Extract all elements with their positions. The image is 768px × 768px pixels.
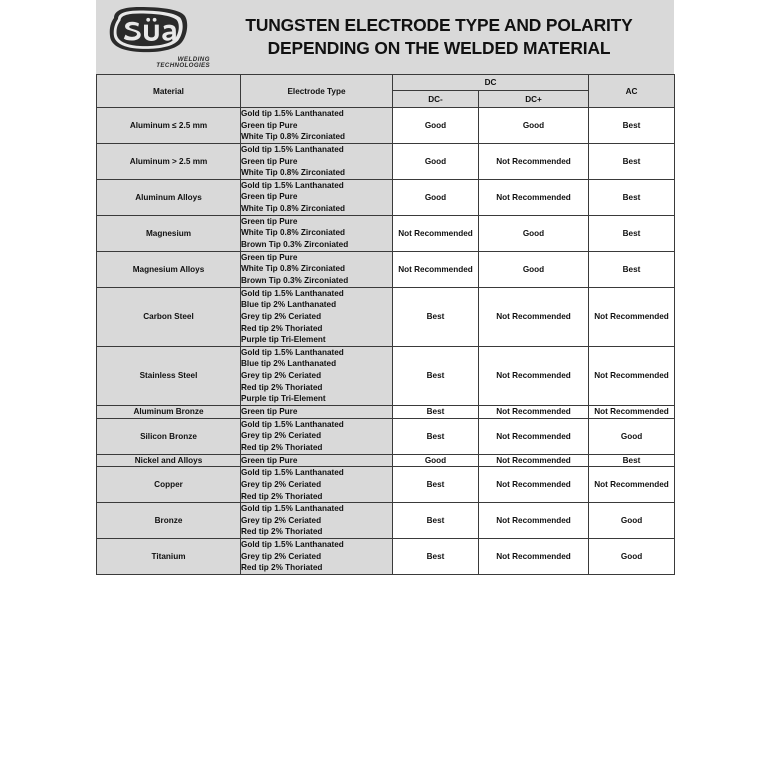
electrode-line: Gold tip 1.5% Lanthanated xyxy=(241,144,344,154)
table-row xyxy=(97,346,675,405)
electrode-line: Gold tip 1.5% Lanthanated xyxy=(241,347,344,357)
header-banner xyxy=(96,0,674,74)
table-row xyxy=(97,215,675,251)
cell-electrode-type xyxy=(241,418,393,454)
cell-electrode-type xyxy=(241,251,393,287)
electrode-line: Gold tip 1.5% Lanthanated xyxy=(241,468,344,478)
cell-material: Nickel and Alloys xyxy=(97,454,241,467)
table-row xyxy=(97,418,675,454)
table-row xyxy=(97,251,675,287)
cell-dc-plus: Not Recommended xyxy=(479,467,589,503)
cell-dc-minus: Not Recommended xyxy=(393,215,479,251)
cell-material: Carbon Steel xyxy=(97,287,241,346)
electrode-line: Purple tip Tri-Element xyxy=(241,394,326,404)
cell-electrode-type xyxy=(241,143,393,179)
cell-ac: Good xyxy=(589,503,675,539)
cell-electrode-type xyxy=(241,179,393,215)
cell-electrode-type xyxy=(241,454,393,467)
table-row xyxy=(97,454,675,467)
electrode-line: Red tip 2% Thoriated xyxy=(241,527,323,537)
electrode-line: Grey tip 2% Ceriated xyxy=(241,479,322,489)
brand-tagline-line1: WELDING xyxy=(177,55,210,63)
electrode-line: Green tip Pure xyxy=(241,192,298,202)
brand-logo xyxy=(102,4,210,70)
cell-ac: Best xyxy=(589,454,675,467)
electrode-line: Gold tip 1.5% Lanthanated xyxy=(241,540,344,550)
cell-dc-plus: Good xyxy=(479,108,589,144)
cell-dc-minus: Good xyxy=(393,108,479,144)
electrode-line: Blue tip 2% Lanthanated xyxy=(241,300,337,310)
cell-dc-minus: Best xyxy=(393,418,479,454)
electrode-line: White Tip 0.8% Zirconiated xyxy=(241,264,346,274)
cell-dc-plus: Not Recommended xyxy=(479,287,589,346)
cell-material: Stainless Steel xyxy=(97,346,241,405)
electrode-line: Grey tip 2% Ceriated xyxy=(241,515,322,525)
brand-tagline-line2: TECHNOLOGIES xyxy=(156,61,210,69)
cell-electrode-type xyxy=(241,406,393,419)
electrode-line: Purple tip Tri-Element xyxy=(241,335,326,345)
electrode-line: White Tip 0.8% Zirconiated xyxy=(241,168,346,178)
cell-material: Bronze xyxy=(97,503,241,539)
table-row xyxy=(97,406,675,419)
cell-ac: Not Recommended xyxy=(589,406,675,419)
electrode-line: Gold tip 1.5% Lanthanated xyxy=(241,180,344,190)
cell-dc-plus: Not Recommended xyxy=(479,539,589,575)
cell-electrode-type xyxy=(241,108,393,144)
cell-electrode-type xyxy=(241,503,393,539)
cell-dc-minus: Best xyxy=(393,503,479,539)
cell-ac: Best xyxy=(589,251,675,287)
electrode-line: Green tip Pure xyxy=(241,120,298,130)
cell-ac: Best xyxy=(589,143,675,179)
cell-dc-minus: Good xyxy=(393,454,479,467)
cell-material: Titanium xyxy=(97,539,241,575)
cell-electrode-type xyxy=(241,467,393,503)
col-header-electrode-type: Electrode Type xyxy=(241,75,393,108)
cell-dc-minus: Best xyxy=(393,539,479,575)
col-header-material: Material xyxy=(97,75,241,108)
col-header-dc-plus: DC+ xyxy=(479,91,589,108)
cell-electrode-type xyxy=(241,539,393,575)
cell-dc-plus: Not Recommended xyxy=(479,418,589,454)
electrode-line: Gold tip 1.5% Lanthanated xyxy=(241,288,344,298)
table-row xyxy=(97,143,675,179)
cell-dc-plus: Not Recommended xyxy=(479,346,589,405)
cell-material: Silicon Bronze xyxy=(97,418,241,454)
cell-dc-minus: Best xyxy=(393,287,479,346)
table-row xyxy=(97,108,675,144)
cell-ac: Best xyxy=(589,179,675,215)
cell-ac: Best xyxy=(589,108,675,144)
polarity-table xyxy=(96,74,675,575)
cell-material: Magnesium Alloys xyxy=(97,251,241,287)
electrode-line: Gold tip 1.5% Lanthanated xyxy=(241,504,344,514)
electrode-line: Green tip Pure xyxy=(241,156,298,166)
cell-material: Aluminum ≤ 2.5 mm xyxy=(97,108,241,144)
electrode-line: Grey tip 2% Ceriated xyxy=(241,551,322,561)
cell-ac: Not Recommended xyxy=(589,346,675,405)
cell-dc-minus: Best xyxy=(393,346,479,405)
cell-dc-plus: Not Recommended xyxy=(479,406,589,419)
cell-ac: Good xyxy=(589,418,675,454)
cell-dc-minus: Not Recommended xyxy=(393,251,479,287)
electrode-line: Green tip Pure xyxy=(241,455,298,465)
cell-material: Aluminum Alloys xyxy=(97,179,241,215)
col-header-dc-minus: DC- xyxy=(393,91,479,108)
cell-dc-plus: Not Recommended xyxy=(479,143,589,179)
table-row xyxy=(97,179,675,215)
table-head xyxy=(97,75,675,108)
cell-material: Aluminum > 2.5 mm xyxy=(97,143,241,179)
electrode-line: White Tip 0.8% Zirconiated xyxy=(241,204,346,214)
electrode-line: Grey tip 2% Ceriated xyxy=(241,371,322,381)
electrode-line: Brown Tip 0.3% Zirconiated xyxy=(241,240,349,250)
electrode-line: Green tip Pure xyxy=(241,216,298,226)
page-title-line1: TUNGSTEN ELECTRODE TYPE AND POLARITY xyxy=(245,15,633,36)
cell-dc-minus: Good xyxy=(393,179,479,215)
electrode-line: Green tip Pure xyxy=(241,407,298,417)
page-title-line2: DEPENDING ON THE WELDED MATERIAL xyxy=(267,38,611,58)
electrode-line: Red tip 2% Thoriated xyxy=(241,382,323,392)
table-row xyxy=(97,539,675,575)
electrode-line: Red tip 2% Thoriated xyxy=(241,442,323,452)
cell-electrode-type xyxy=(241,215,393,251)
electrode-line: Red tip 2% Thoriated xyxy=(241,491,323,501)
cell-dc-plus: Not Recommended xyxy=(479,454,589,467)
electrode-line: White Tip 0.8% Zirconiated xyxy=(241,228,346,238)
electrode-line: Red tip 2% Thoriated xyxy=(241,323,323,333)
table-header-row-1 xyxy=(97,75,675,91)
col-header-dc-group: DC xyxy=(393,75,589,91)
cell-material: Copper xyxy=(97,467,241,503)
cell-ac: Not Recommended xyxy=(589,467,675,503)
cell-dc-plus: Not Recommended xyxy=(479,503,589,539)
electrode-line: Gold tip 1.5% Lanthanated xyxy=(241,419,344,429)
cell-dc-minus: Good xyxy=(393,143,479,179)
cell-dc-minus: Best xyxy=(393,467,479,503)
cell-ac: Not Recommended xyxy=(589,287,675,346)
cell-ac: Best xyxy=(589,215,675,251)
electrode-line: Gold tip 1.5% Lanthanated xyxy=(241,109,344,118)
cell-dc-plus: Good xyxy=(479,251,589,287)
electrode-line: Brown Tip 0.3% Zirconiated xyxy=(241,275,349,285)
sua-logo-icon xyxy=(106,6,190,59)
cell-electrode-type xyxy=(241,346,393,405)
cell-ac: Good xyxy=(589,539,675,575)
table-row xyxy=(97,287,675,346)
table-row xyxy=(97,467,675,503)
cell-dc-plus: Not Recommended xyxy=(479,179,589,215)
table-body xyxy=(97,108,675,575)
cell-dc-minus: Best xyxy=(393,406,479,419)
electrode-line: White Tip 0.8% Zirconiated xyxy=(241,132,346,142)
electrode-line: Grey tip 2% Ceriated xyxy=(241,311,322,321)
electrode-line: Red tip 2% Thoriated xyxy=(241,563,323,573)
col-header-ac: AC xyxy=(589,75,675,108)
table-row xyxy=(97,503,675,539)
electrode-line: Green tip Pure xyxy=(241,252,298,262)
page-title xyxy=(210,14,674,60)
cell-electrode-type xyxy=(241,287,393,346)
cell-dc-plus: Good xyxy=(479,215,589,251)
cell-material: Magnesium xyxy=(97,215,241,251)
brand-tagline xyxy=(156,57,210,69)
electrode-line: Grey tip 2% Ceriated xyxy=(241,431,322,441)
electrode-line: Blue tip 2% Lanthanated xyxy=(241,359,337,369)
cell-material: Aluminum Bronze xyxy=(97,406,241,419)
